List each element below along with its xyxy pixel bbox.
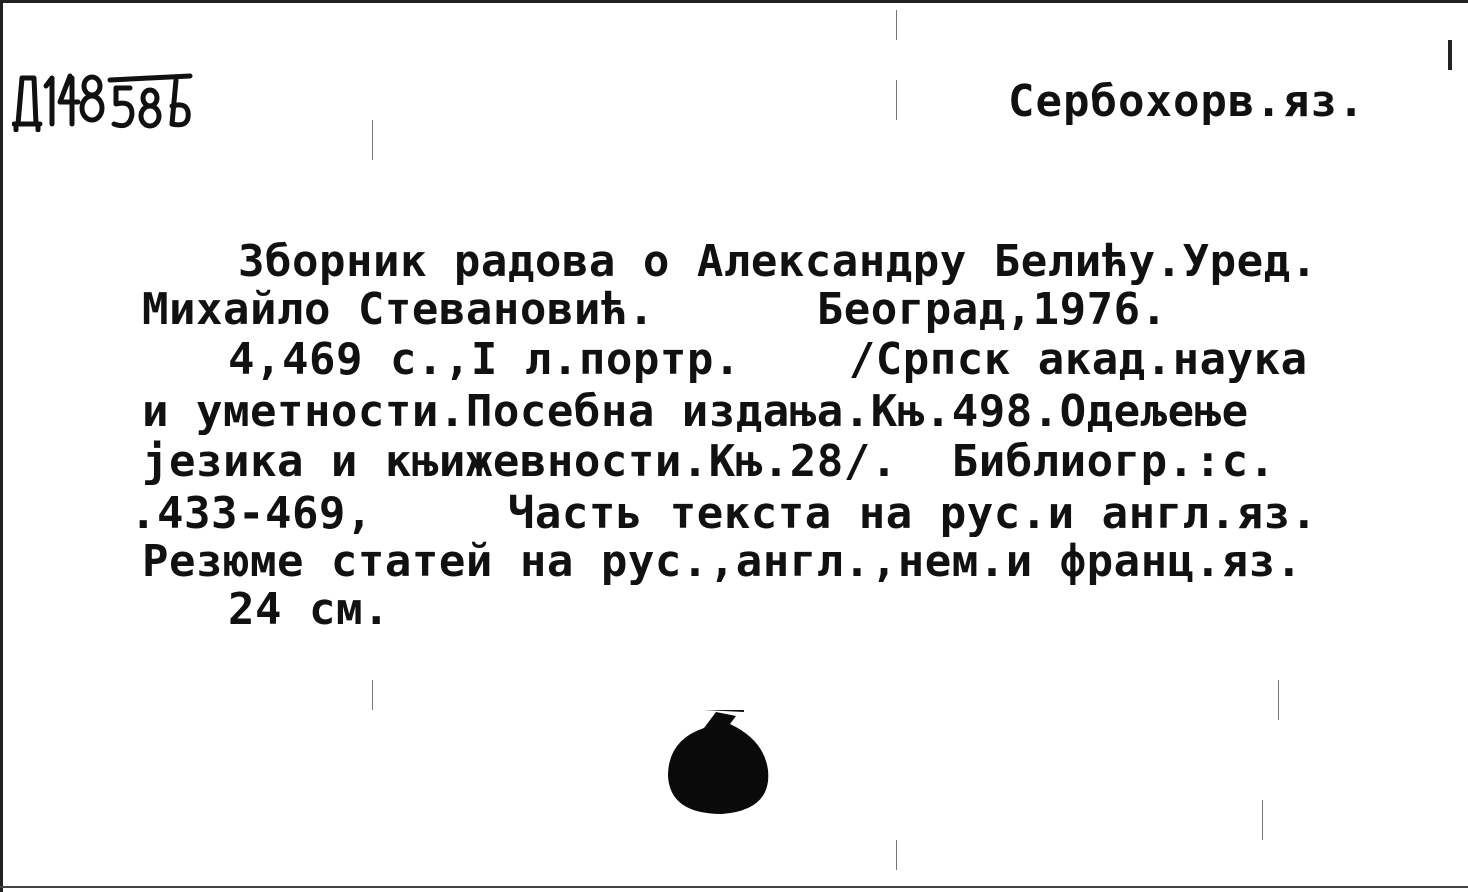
scan-line	[896, 840, 897, 870]
scan-line	[372, 120, 373, 160]
entry-line-size: 24 см.	[228, 584, 390, 635]
scan-line	[1278, 680, 1279, 720]
entry-line-collation: 4,469 с.,I л.портр. /Српск акад.наука	[228, 334, 1308, 385]
entry-line-notes: .433-469, Часть текста на рус.и англ.яз.	[130, 488, 1318, 539]
entry-line-title: Зборник радова о Александру Белићу.Уред.	[238, 236, 1318, 287]
card-punch-hole	[664, 710, 774, 820]
entry-line-summary: Резюме статей на рус.,англ.,нем.и франц.яз.	[142, 536, 1303, 587]
card-top-edge	[0, 0, 1468, 3]
scan-line	[372, 680, 373, 710]
language-label: Сербохорв.яз.	[1008, 76, 1366, 127]
entry-line-series: и уметности.Посебна издања.Књ.498.Одељење	[142, 386, 1249, 437]
scan-line	[896, 80, 897, 120]
card-left-edge	[0, 0, 3, 892]
card-bottom-edge	[0, 886, 1468, 888]
card-right-edge	[1448, 40, 1452, 70]
entry-line-series-cont: језика и књижевности.Књ.28/. Библиогр.:с.	[142, 436, 1276, 487]
entry-line-editor-imprint: Михайло Стевановић. Београд,1976.	[142, 284, 1168, 335]
handwritten-shelf-mark	[12, 58, 202, 132]
scan-line	[896, 10, 897, 40]
scan-line	[1262, 800, 1263, 840]
